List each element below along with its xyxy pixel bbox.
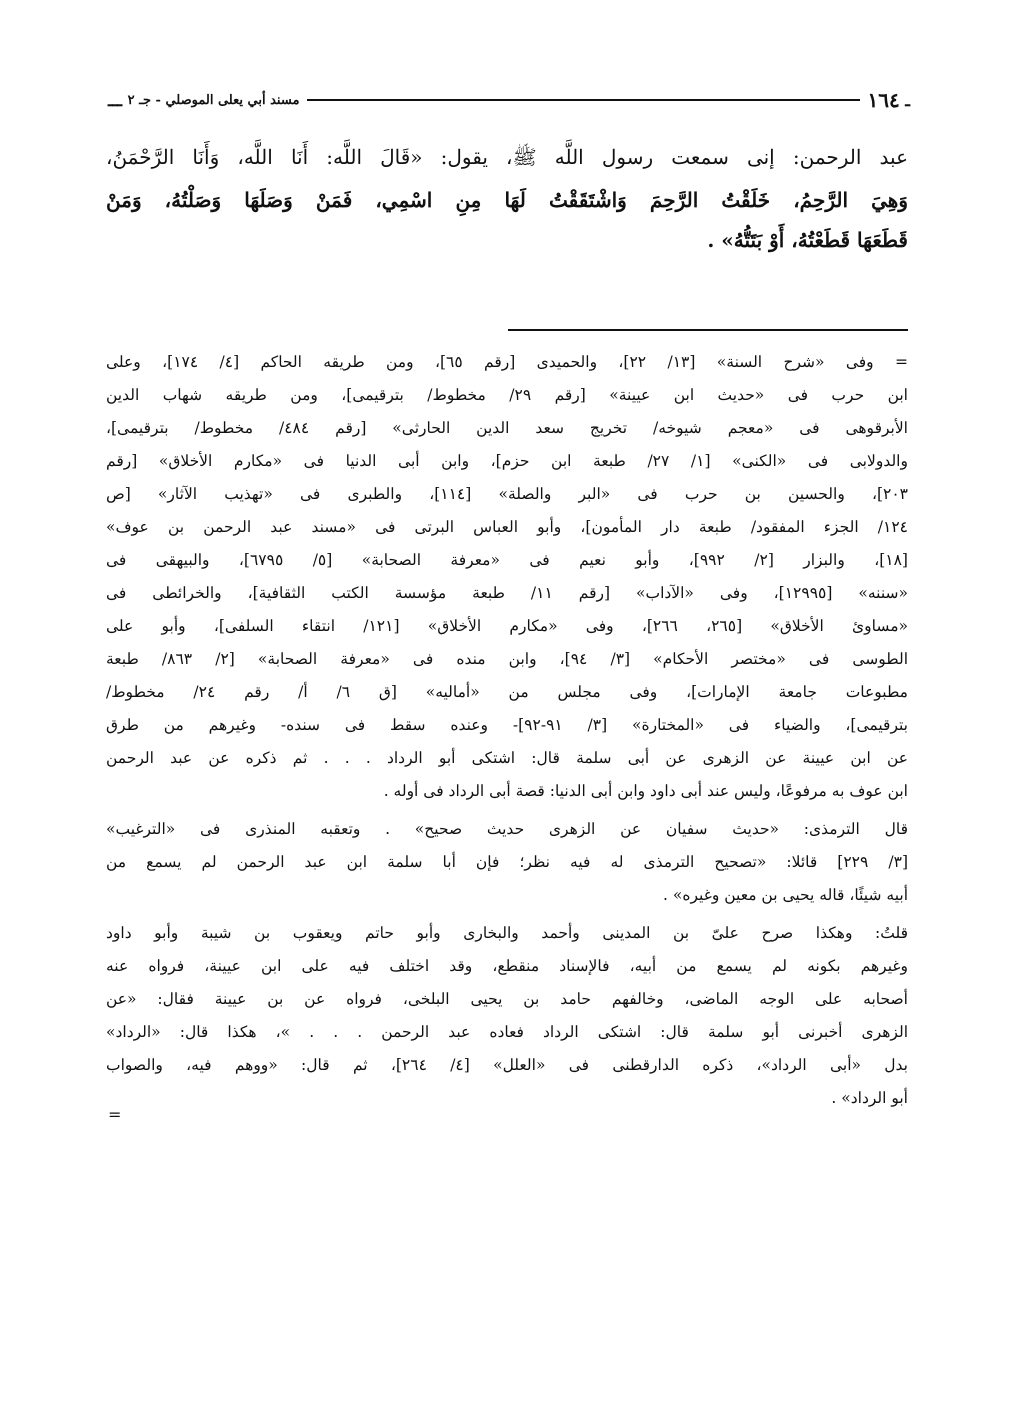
footnote-line: أبيه شيئًا، قاله يحيى بن معين وغيره» . — [663, 886, 908, 904]
main-text-line: وَهِيَ الرَّحِمُ، خَلَقْتُ الرَّحِمَ وَاشْتَقَقْتُ لَهَا مِنِ اسْمِي، فَمَنْ وَصَلَهَا وَصَلْتُهُ، وَمَنْ — [106, 188, 908, 212]
continuation-mark: = — [108, 1105, 122, 1124]
main-text-line: عبد الرحمن: إنى سمعت رسول اللَّه ﷺ، يقول: «قَالَ اللَّه: أَنَا اللَّه، وَأَنَا الرَّحْمَنُ، — [106, 145, 908, 169]
footnote-line: قلتُ: وهكذا صرح علىّ بن المدينى وأحمد والبخارى وأبو حاتم ويعقوب بن شيبة وأبو داود — [106, 924, 908, 942]
dash: ـ — [899, 90, 910, 110]
footnote-line: «سننه» [١٢٩٩٥]، وفى «الآداب» [رقم ١١/ طبعة مؤسسة الكتب الثقافية]، والخرائطى فى — [106, 584, 908, 602]
footnote-line: بدل «أبى الرداد»، ذكره الدارقطنى فى «العلل» [٤/ ٢٦٤]، ثم قال: «ووهم فيه، والصواب — [106, 1056, 908, 1074]
footnote-line: «مساوئ الأخلاق» [٢٦٥، ٢٦٦]، وفى «مكارم الأخلاق» [١٢١/ انتقاء السلفى]، وأبو على — [106, 617, 909, 635]
footnote-line: الأبرقوهى فى «معجم شيوخه/ تخريج سعد الدين الحارثى» [رقم ٤٨٤/ مخطوط/ بترقيمى]، — [106, 419, 908, 437]
footnote-line: مطبوعات جامعة الإمارات]، وفى مجلس من «أماليه» [ق ٦/ أ/ رقم ٢٤/ مخطوط/ — [106, 683, 908, 701]
footnote-line: [١٨]، والبزار [٢/ ٩٩٢]، وأبو نعيم فى «معرفة الصحابة» [٥/ ٦٧٩٥]، والبيهقى فى — [106, 551, 908, 569]
footnote-line: عن ابن عيينة عن الزهرى عن أبى سلمة قال: اشتكى أبو الرداد . . . ثم ذكره عن عبد الرحمن — [106, 749, 908, 767]
footnote-line: = وفى «شرح السنة» [١٣/ ٢٢]، والحميدى [رقم ٦٥]، ومن طريقه الحاكم [٤/ ١٧٤]، وعلى — [106, 353, 909, 371]
footnote-line: قال الترمذى: «حديث سفيان عن الزهرى حديث صحيح» . وتعقبه المنذرى فى «الترغيب» — [106, 820, 908, 838]
footnote-line: بترقيمى]، والضياء فى «المختارة» [٣/ ٩١-٩٢]- وعنده سقط فى سنده- وغيرهم من طرق — [106, 716, 908, 734]
running-title: مسند أبي يعلى الموصلي - جـ ٢ — [127, 92, 300, 108]
footnote-separator — [508, 329, 908, 331]
footnote-line: والدولابى فى «الكنى» [١/ ٢٧/ طبعة ابن حزم]، وابن أبى الدنيا فى «مكارم الأخلاق» [رقم — [106, 452, 908, 470]
dash: ـــ — [108, 90, 128, 110]
footnote-line: ١٢٤/ الجزء المفقود/ طبعة دار المأمون]، وأبو العباس البرتى فى «مسند عبد الرحمن بن عوف» — [106, 518, 908, 536]
footnote-line: وغيرهم بكونه لم يسمع من أبيه، فالإسناد منقطع، وقد اختلف فيه على ابن عيينة، فرواه عنه — [106, 957, 908, 975]
page-number: ١٦٤ — [867, 88, 900, 112]
footnote-line: أبو الرداد» . — [831, 1089, 908, 1107]
footnote-line: [٣/ ٢٢٩] قائلا: «تصحيح الترمذى له فيه نظر؛ فإن أبا سلمة ابن عبد الرحمن لم يسمع من — [106, 853, 908, 871]
footnote-line: ابن حرب فى «حديث ابن عيينة» [رقم ٢٩/ مخطوط/ بترقيمى]، ومن طريقه شهاب الدين — [106, 386, 908, 404]
footnote-line: الزهرى أخبرنى أبو سلمة قال: اشتكى الرداد فعاده عبد الرحمن . . . »، هكذا قال: «الرداد» — [106, 1023, 908, 1041]
footnote-line: الطوسى فى «مختصر الأحكام» [٣/ ٩٤]، وابن منده فى «معرفة الصحابة» [٢/ ٨٦٣/ طبعة — [106, 650, 909, 668]
main-text-line: قَطَعَهَا قَطَعْتُهُ، أَوْ بَتَتُّهُ» . — [707, 228, 908, 252]
footnote-line: ٢٠٣]، والحسين بن حرب فى «البر والصلة» [١١٤]، والطبرى فى «تهذيب الآثار» [ص — [106, 485, 909, 503]
footnote-line: ابن عوف به مرفوعًا، وليس عند أبى داود وابن أبى الدنيا: قصة أبى الرداد فى أوله . — [383, 782, 908, 800]
footnote-line: أصحابه على الوجه الماضى، وخالفهم حامد بن يحيى البلخى، فرواه عن بن عيينة فقال: «عن — [106, 990, 908, 1008]
page-header — [108, 88, 910, 112]
header-rule — [307, 99, 859, 101]
